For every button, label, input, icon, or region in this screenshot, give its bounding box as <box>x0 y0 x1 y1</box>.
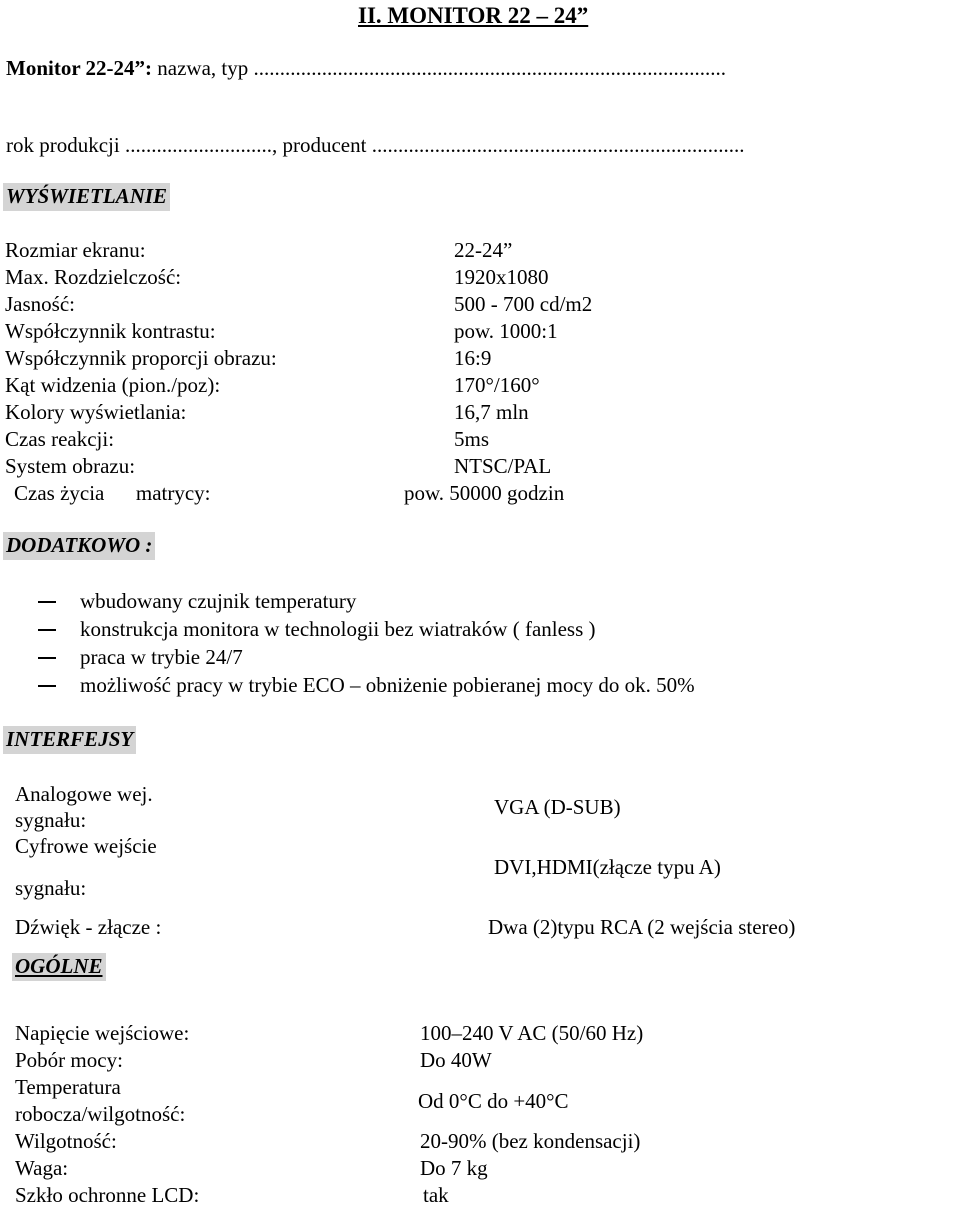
analog-input-value: VGA (D-SUB) <box>494 795 621 819</box>
list-item: wbudowany czujnik temperatury <box>80 589 357 613</box>
spec-value: NTSC/PAL <box>454 454 552 478</box>
humidity-label: Wilgotność: <box>15 1129 117 1153</box>
analog-input-label: Analogowe wej. <box>15 782 153 806</box>
dash-bullet <box>38 657 56 659</box>
spec-value: pow. 50000 godzin <box>404 481 565 505</box>
temperature-label: Temperatura <box>15 1075 121 1099</box>
dash-bullet <box>38 601 56 603</box>
list-item: praca w trybie 24/7 <box>80 645 243 669</box>
monitor-name-placeholder: nazwa, typ .......................................................................................... <box>152 56 726 80</box>
analog-input-label-cont: sygnału: <box>15 808 87 832</box>
spec-value: 16,7 mln <box>454 400 529 424</box>
audio-connector-value: Dwa (2)typu RCA (2 wejścia stereo) <box>488 915 796 939</box>
voltage-label: Napięcie wejściowe: <box>15 1021 190 1045</box>
spec-label: Kąt widzenia (pion./poz): <box>5 373 221 397</box>
spec-label: Kolory wyświetlania: <box>5 400 187 424</box>
spec-value: 22-24” <box>454 238 513 262</box>
spec-value: 5ms <box>454 427 490 451</box>
audio-connector-label: Dźwięk - złącze : <box>15 915 162 939</box>
section-general-heading: OGÓLNE <box>12 953 106 981</box>
spec-label: Czas życia matrycy: <box>14 481 211 505</box>
spec-value: 500 - 700 cd/m2 <box>454 292 593 316</box>
monitor-name-line <box>6 58 726 79</box>
spec-value: 16:9 <box>454 346 492 370</box>
glass-value: tak <box>423 1183 449 1207</box>
section-interfaces-heading: INTERFEJSY <box>3 726 136 754</box>
spec-value: 1920x1080 <box>454 265 549 289</box>
spec-value: 170°/160° <box>454 373 540 397</box>
spec-label: Współczynnik kontrastu: <box>5 319 216 343</box>
glass-label: Szkło ochronne LCD: <box>15 1183 200 1207</box>
section-display-heading: WYŚWIETLANIE <box>3 183 170 211</box>
spec-label: Czas reakcji: <box>5 427 115 451</box>
digital-input-label-cont: sygnału: <box>15 876 87 900</box>
list-item: konstrukcja monitora w technologii bez wiatraków ( fanless ) <box>80 617 596 641</box>
dash-bullet <box>38 685 56 687</box>
document-title: II. MONITOR 22 – 24” <box>358 3 589 28</box>
spec-label: Rozmiar ekranu: <box>5 238 146 262</box>
spec-label: System obrazu: <box>5 454 136 478</box>
weight-label: Waga: <box>15 1156 69 1180</box>
weight-value: Do 7 kg <box>420 1156 488 1180</box>
spec-label: Max. Rozdzielczość: <box>5 265 182 289</box>
voltage-value: 100–240 V AC (50/60 Hz) <box>420 1021 644 1045</box>
power-label: Pobór mocy: <box>15 1048 123 1072</box>
temperature-label-cont: robocza/wilgotność: <box>15 1102 186 1126</box>
dash-bullet <box>38 629 56 631</box>
list-item: możliwość pracy w trybie ECO – obniżenie pobieranej mocy do ok. 50% <box>80 673 695 697</box>
production-line: rok produkcji ............................, producent ....................................................................... <box>6 133 745 157</box>
spec-value: pow. 1000:1 <box>454 319 558 343</box>
section-extra-heading: DODATKOWO : <box>3 532 155 560</box>
monitor-name-label: Monitor 22-24”: <box>6 56 153 80</box>
digital-input-value: DVI,HDMI(złącze typu A) <box>494 855 721 879</box>
spec-label: Współczynnik proporcji obrazu: <box>5 346 277 370</box>
humidity-value: 20-90% (bez kondensacji) <box>420 1129 641 1153</box>
spec-label: Jasność: <box>5 292 75 316</box>
temperature-value: Od 0°C do +40°C <box>418 1089 569 1113</box>
power-value: Do 40W <box>420 1048 492 1072</box>
digital-input-label: Cyfrowe wejście <box>15 834 157 858</box>
